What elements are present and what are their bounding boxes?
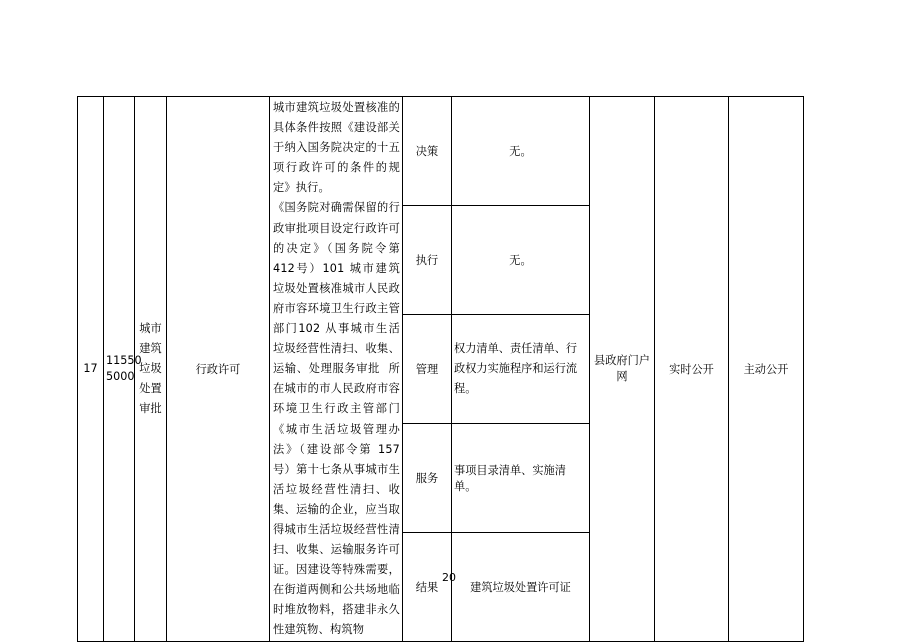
item-code: 11550 5000 — [104, 97, 135, 642]
table-row — [78, 97, 804, 206]
row-number: 17 — [78, 97, 104, 642]
disclosure-timing: 实时公开 — [655, 97, 729, 642]
stage-label: 结果 — [403, 532, 452, 641]
stage-content: 无。 — [452, 97, 590, 206]
stage-label: 决策 — [403, 97, 452, 206]
item-type: 行政许可 — [167, 97, 270, 642]
item-name: 城市 建筑 垃圾 处置 审批 — [135, 97, 167, 642]
stage-content: 事项目录清单、实施清单。 — [452, 423, 590, 532]
disclosure-table — [77, 96, 804, 642]
stage-label: 管理 — [403, 314, 452, 423]
disclosure-method: 主动公开 — [729, 97, 804, 642]
legal-basis: 城市建筑垃圾处置核准的具体条件按照《建设部关于纳入国务院决定的十五项行政许可的条件的规定》执行。 《国务院对确需保留的行政审批项目设定行政许可的决定》（国务院令第 412号）101 城市建筑垃圾处置核准城市人民政府市容环境卫生行政主管部门102 从事城市生活垃圾经营性清扫、收集、运输、处理服务审批 所在城市的市人民政府市容环境卫生行政主管部门《城市生活垃圾管理办法》（建设部令第 157 号）第十七条从事城市生活垃圾经营性清扫、收集、运输的企业，应当取得城市生活垃圾经营性清扫、收集、运输服务许可证。因建设等特殊需要，在街道两侧和公共场地临时堆放物料，搭建非永久性建筑物、构筑物 — [270, 97, 403, 642]
disclosure-channel: 县政府门户 网 — [590, 97, 655, 642]
stage-content: 无。 — [452, 205, 590, 314]
stage-label: 执行 — [403, 205, 452, 314]
stage-label: 服务 — [403, 423, 452, 532]
stage-content: 权力清单、责任清单、行政权力实施程序和运行流程。 — [452, 314, 590, 423]
stage-content: 建筑垃圾处置许可证 — [452, 532, 590, 641]
page-number: 20 — [442, 571, 456, 584]
